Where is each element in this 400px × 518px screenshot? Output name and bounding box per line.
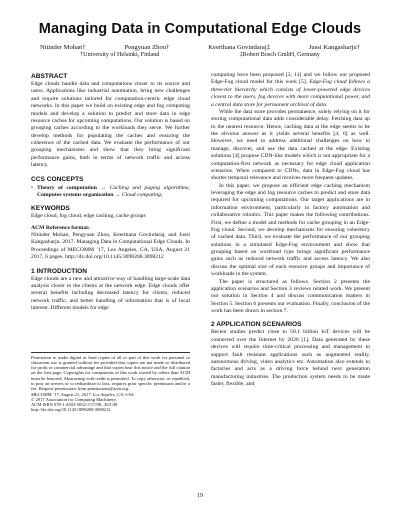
- introduction-text: Edge clouds are a new and attractive way of handling large-scale data analysis closer to the clients at the network edge. Edge clouds offer several benefits including decreased latency for clients, reduced network traffic, and better handling of information that is of local interest. Different models for edge: [31, 275, 190, 311]
- ccs-subterm: → Cloud computing;: [113, 191, 163, 198]
- body-paragraph: The paper is structured as follows. Section 2 presents the application scenarios and Section 3 reviews related work. We present our solution in Section 4 and discuss communication matters in Section 5. Section 6 presents our evaluation. Finally, conclusion of the work has been drawn in section 7.: [211, 278, 370, 314]
- ccs-term: Theory of computation: [37, 184, 97, 191]
- left-column: [31, 72, 190, 312]
- right-column: [211, 72, 370, 388]
- page-number: 19: [197, 493, 203, 499]
- body-text-italic: Edge-Fog cloud follows a three-tier hierarchy which consists of lower-powered edge devices closest to the users, fog devices with more computational power, and a central data store for permanent archival of data.: [211, 79, 370, 108]
- affiliation-list: [40, 52, 360, 58]
- body-text: computing have been proposed [3, 11] and we follow our proposed Edge-Fog cloud model for this work [5].: [211, 72, 370, 86]
- author-name: Keerthana Govindaraj‡: [208, 44, 270, 51]
- doi-line[interactable]: http://dx.doi.org/10.1145/3098208.3098212: [31, 407, 111, 413]
- body-paragraph: Recent studies predict close to 50.1 billion IoT devices will be connected over the Internet by 2020 [1]. Data generated by these devices will require time-critical processing and management to support fault resistant applications such as augmented reality, autonomous driving, video analytics etc. Automation also extends to factories and acts as a driving force behind next generation manufacturing industries. The production system needs to be made faster, flexible, and: [211, 329, 370, 387]
- acm-reference-text: Nitinder Mohan, Pengyuan Zhou, Keerthana Govindaraj, and Jussi Kangasharju. 2017. Managing Data in Computational Edge Clouds. In Proceedings of MECOMM ’17, Los Angeles, CA, USA, August 21 2017, 6 pages. http://dx.doi.org/10.1145/3098208.3098212: [31, 232, 191, 261]
- affiliation: †University of Helsinki, Finland: [80, 52, 160, 58]
- paper-title: Managing Data in Computational Edge Clouds: [38, 21, 362, 37]
- isbn-line: ACM ISBN 978-1-4503-5052-5/17/08...$15.00: [31, 402, 118, 408]
- keywords-heading: KEYWORDS: [31, 205, 70, 213]
- author-name: Pengyuan Zhou†: [124, 44, 170, 51]
- abstract-text: Edge clouds handle data and computations closer to its source and users. Applications like industrial automation, bring new challenges and require solutions tailored for computation-centric edge cloud networks. In this paper we build on existing edge and fog computing models and develop a solution to predict and store data in edge resource caches for upcoming computations. Our solution is based on grouping caches according to the workloads they serve. We further develop methods for populating the caches and ensuring the coherence of the cached data. We evaluate the performance of our grouping mechanisms and show that they bring significant performance gains, both in terms of network traffic and access latency.: [31, 81, 190, 169]
- author-name: Jussi Kangasharju†: [308, 44, 360, 51]
- keywords-text: Edge cloud, fog cloud, edge caching, cache groups: [31, 213, 146, 220]
- conference-line: MECOMM ’17, August 21, 2017, Los Angeles, CA, USA: [31, 391, 134, 397]
- body-paragraph: While the data store provides permanence, solely relying on it for storing computational data adds considerable delay. Fetching data up to the nearest resource. Hence, caching data at the edge seems to be the obvious answer as it yields several benefits [4, 6] as well. However, we need to address additional challenges on how to manage, discover, and use the data cached at the edge. Existing solutions [4] propose CDN-like models which is not appropriate for a computation-first network as necessary for edge cloud application scenarios. When compared to CDNs, data in Edge-Fog cloud has shorter temporal relevance and receives more frequent updates.: [211, 108, 370, 182]
- ccs-list: [31, 185, 190, 200]
- abstract-heading: ABSTRACT: [31, 73, 68, 80]
- section-2-heading: 2 APPLICATION SCENARIOS: [211, 321, 302, 329]
- affiliation: ‡Robert Bosch GmbH, Germany: [239, 52, 320, 58]
- author-name: Nitinder Mohan†: [40, 44, 86, 51]
- introduction-heading: 1 INTRODUCTION: [31, 267, 88, 275]
- acm-reference-heading: ACM Reference format:: [31, 224, 90, 231]
- author-list: [40, 44, 360, 51]
- ccs-item: [31, 185, 190, 200]
- ccs-heading: CCS CONCEPTS: [31, 175, 84, 183]
- body-paragraph: In this paper, we propose an efficient edge caching mechanism leveraging the edge and fog resource caches to predict and store data required for upcoming computations. Our target applications are in information environment, particularly in factory automation and collaborative robotics. This paper makes the following contributions. First, we define a model and methods for cache grouping in an Edge-Fog cloud. Second, we develop mechanisms for ensuring coherency of cached data. Third, we evaluate the performance of our grouping solutions in a simulated Edge-Fog environment and show that grouping based on workload type brings significant performance gains such as reduced network traffic and access latency. We also discuss the optimal size of each resource groups and importance of workloads in the system.: [211, 182, 370, 278]
- ccs-subterm: → Caching and paging algorithms;: [96, 184, 190, 191]
- permission-text: Permission to make digital or hard copies of all or part of this work for personal or classroom use is granted without fee provided that copies are not made or distributed for profit or commercial advantage and that copies bear this notice and the full citation on the first page. Copyrights for components of this work owned by others than ACM must be honored. Abstracting with credit is permitted. To copy otherwise, or republish, to post on servers or to redistribute to lists, requires prior specific permission and/or a fee. Request permissions from permissions@acm.org.: [31, 354, 190, 392]
- copyright-line: © 2017 Association for Computing Machinery.: [31, 396, 117, 402]
- ccs-term: Computer systems organization: [37, 191, 114, 198]
- body-paragraph: [211, 72, 370, 109]
- permission-footnote: [31, 352, 190, 413]
